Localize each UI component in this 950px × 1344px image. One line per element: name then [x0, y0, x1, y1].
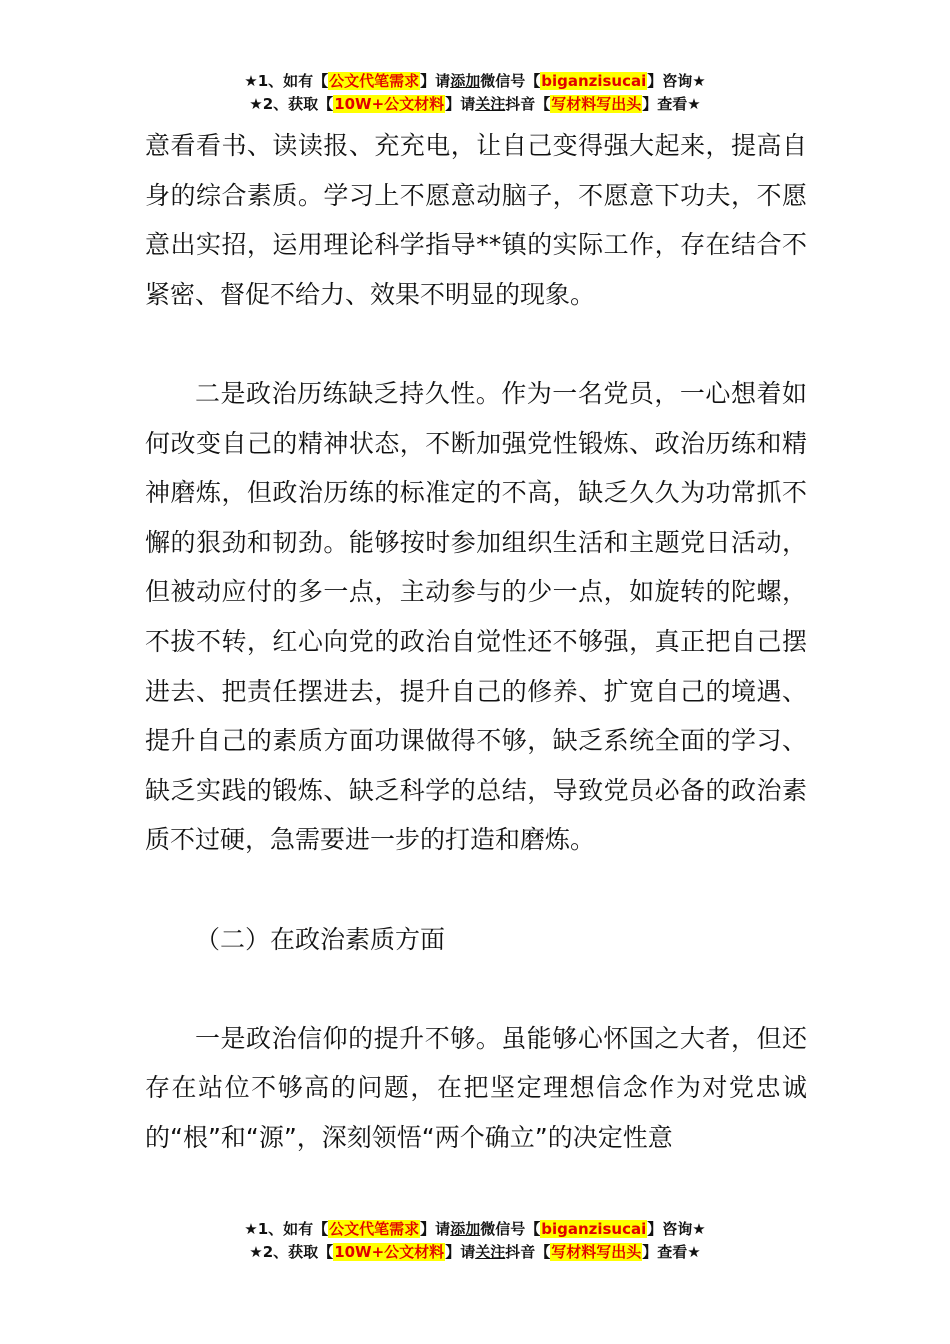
- paragraph-gap: [145, 964, 807, 1014]
- highlight-douyin-id: 写材料写出头: [551, 95, 642, 113]
- paragraph-gap: [145, 865, 807, 915]
- highlight-wechat-id: biganzisucai: [541, 72, 647, 90]
- highlight-service: 公文代笔需求: [329, 72, 420, 90]
- section-heading: （二）在政治素质方面: [195, 924, 446, 954]
- banner-line-1: ★1、如有【公文代笔需求】请添加微信号【biganzisucai】咨询★: [244, 1220, 706, 1238]
- header-banner: [0, 70, 950, 116]
- banner-line-2: ★2、获取【10W+公文材料】请关注抖音【写材料写出头】查看★: [249, 1243, 701, 1261]
- banner-line-2: ★2、获取【10W+公文材料】请关注抖音【写材料写出头】查看★: [249, 95, 701, 113]
- highlight-service: 公文代笔需求: [329, 1220, 420, 1238]
- banner-line-1: ★1、如有【公文代笔需求】请添加微信号【biganzisucai】咨询★: [244, 72, 706, 90]
- highlight-materials: 10W+公文材料: [334, 95, 445, 113]
- highlight-douyin-id: 写材料写出头: [551, 1243, 642, 1261]
- paragraph-political-belief: 一是政治信仰的提升不够。虽能够心怀国之大者，但还存在站位不够高的问题，在把坚定理想信念作为对党忠诚的“根”和“源”，深刻领悟“两个确立”的决定性意: [145, 1023, 807, 1152]
- highlight-wechat-id: biganzisucai: [541, 1220, 647, 1238]
- paragraph-gap: [145, 319, 807, 369]
- paragraph-continuation: 意看看书、读读报、充充电，让自己变得强大起来，提高自身的综合素质。学习上不愿意动脑子，不愿意下功夫，不愿意出实招，运用理论科学指导**镇的实际工作，存在结合不紧密、督促不给力、效果不明显的现象。: [145, 131, 807, 309]
- document-body: [145, 121, 807, 1162]
- paragraph-political-training: 二是政治历练缺乏持久性。作为一名党员，一心想着如何改变自己的精神状态，不断加强党性锻炼、政治历练和精神磨炼，但政治历练的标准定的不高，缺乏久久为功常抓不懈的狠劲和韧劲。能够按时参加组织生活和主题党日活动，但被动应付的多一点，主动参与的少一点，如旋转的陀螺，不拔不转，红心向党的政治自觉性还不够强，真正把自己摆进去、把责任摆进去，提升自己的修养、扩宽自己的境遇、提升自己的素质方面功课做得不够，缺乏系统全面的学习、缺乏实践的锻炼、缺乏科学的总结，导致党员必备的政治素质不过硬，急需要进一步的打造和磨炼。: [145, 378, 807, 855]
- footer-banner: [0, 1218, 950, 1264]
- highlight-materials: 10W+公文材料: [334, 1243, 445, 1261]
